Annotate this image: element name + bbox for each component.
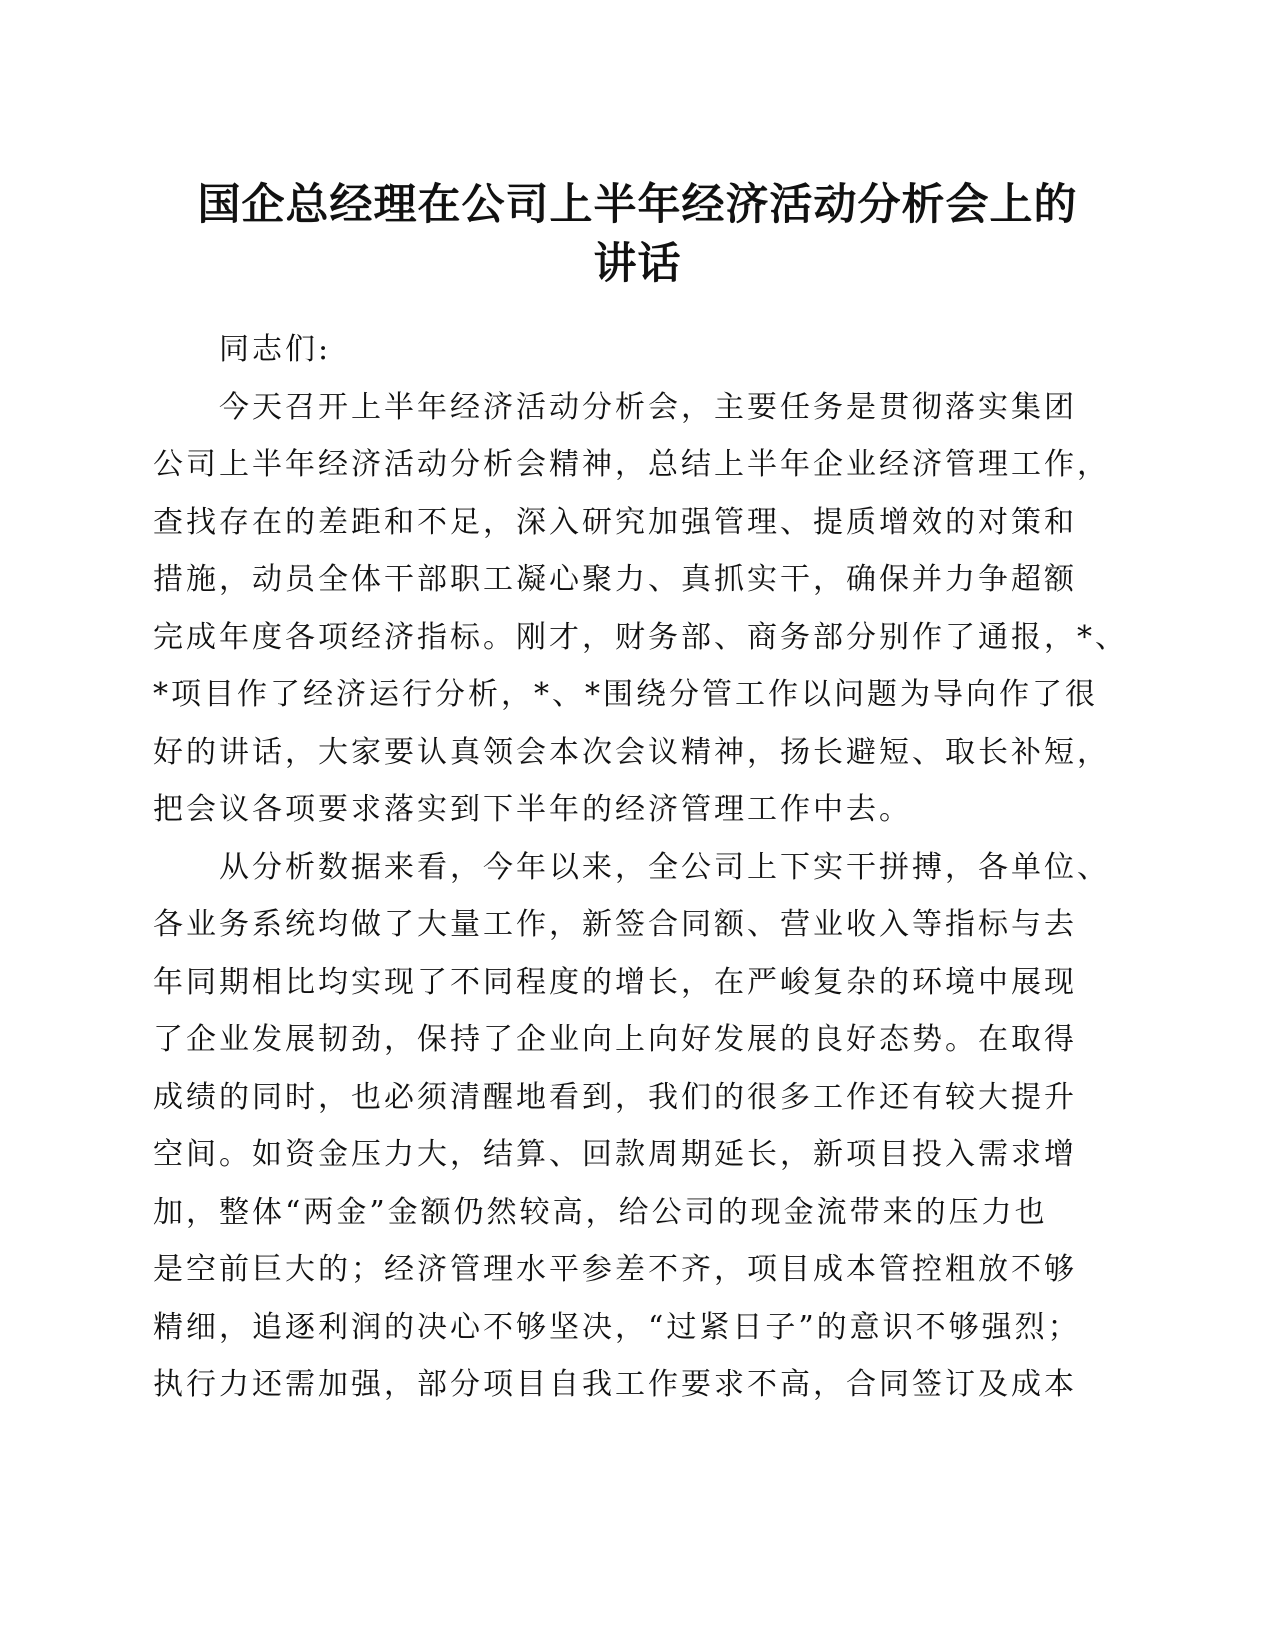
- body-line: 加，整体“两金”金额仍然较高，给公司的现金流带来的压力也: [153, 1194, 1048, 1230]
- document-title-line-2: 讲话: [593, 239, 682, 289]
- body-line: 查找存在的差距和不足，深入研究加强管理、提质增效的对策和: [153, 504, 1077, 540]
- body-line: 公司上半年经济活动分析会精神，总结上半年企业经济管理工作，: [153, 447, 1110, 482]
- body-line: 精细，追逐利润的决心不够坚决，“过紧日子”的意识不够强烈；: [153, 1309, 1081, 1345]
- body-line: 是空前巨大的；经济管理水平参差不齐，项目成本管控粗放不够: [153, 1252, 1077, 1287]
- body-line: 各业务系统均做了大量工作，新签合同额、营业收入等指标与去: [153, 907, 1077, 942]
- body-line: 今天召开上半年经济活动分析会，主要任务是贯彻落实集团: [219, 389, 1077, 425]
- body-line: 空间。如资金压力大，结算、回款周期延长，新项目投入需求增: [153, 1137, 1077, 1172]
- body-line: 执行力还需加强，部分项目自我工作要求不高，合同签订及成本: [153, 1367, 1077, 1402]
- body-line: 从分析数据来看，今年以来，全公司上下实干拼搏，各单位、: [219, 849, 1110, 885]
- body-line: *项目作了经济运行分析，*、*围绕分管工作以问题为导向作了很: [153, 677, 1098, 712]
- document-body: [153, 321, 1128, 1414]
- body-line: 了企业发展韧劲，保持了企业向上向好发展的良好态势。在取得: [153, 1022, 1077, 1057]
- document-title-line-1: 国企总经理在公司上半年经济活动分析会上的: [197, 180, 1078, 230]
- body-line: 把会议各项要求落实到下半年的经济管理工作中去。: [153, 792, 912, 827]
- body-line: 完成年度各项经济指标。刚才，财务部、商务部分别作了通报，*、: [153, 619, 1128, 655]
- body-line: 好的讲话，大家要认真领会本次会议精神，扬长避短、取长补短，: [153, 734, 1110, 770]
- body-line: 年同期相比均实现了不同程度的增长，在严峻复杂的环境中展现: [153, 964, 1077, 1000]
- body-line: 成绩的同时，也必须清醒地看到，我们的很多工作还有较大提升: [153, 1079, 1077, 1115]
- body-line: 措施，动员全体干部职工凝心聚力、真抓实干，确保并力争超额: [153, 562, 1077, 597]
- salutation: 同志们:: [219, 332, 332, 367]
